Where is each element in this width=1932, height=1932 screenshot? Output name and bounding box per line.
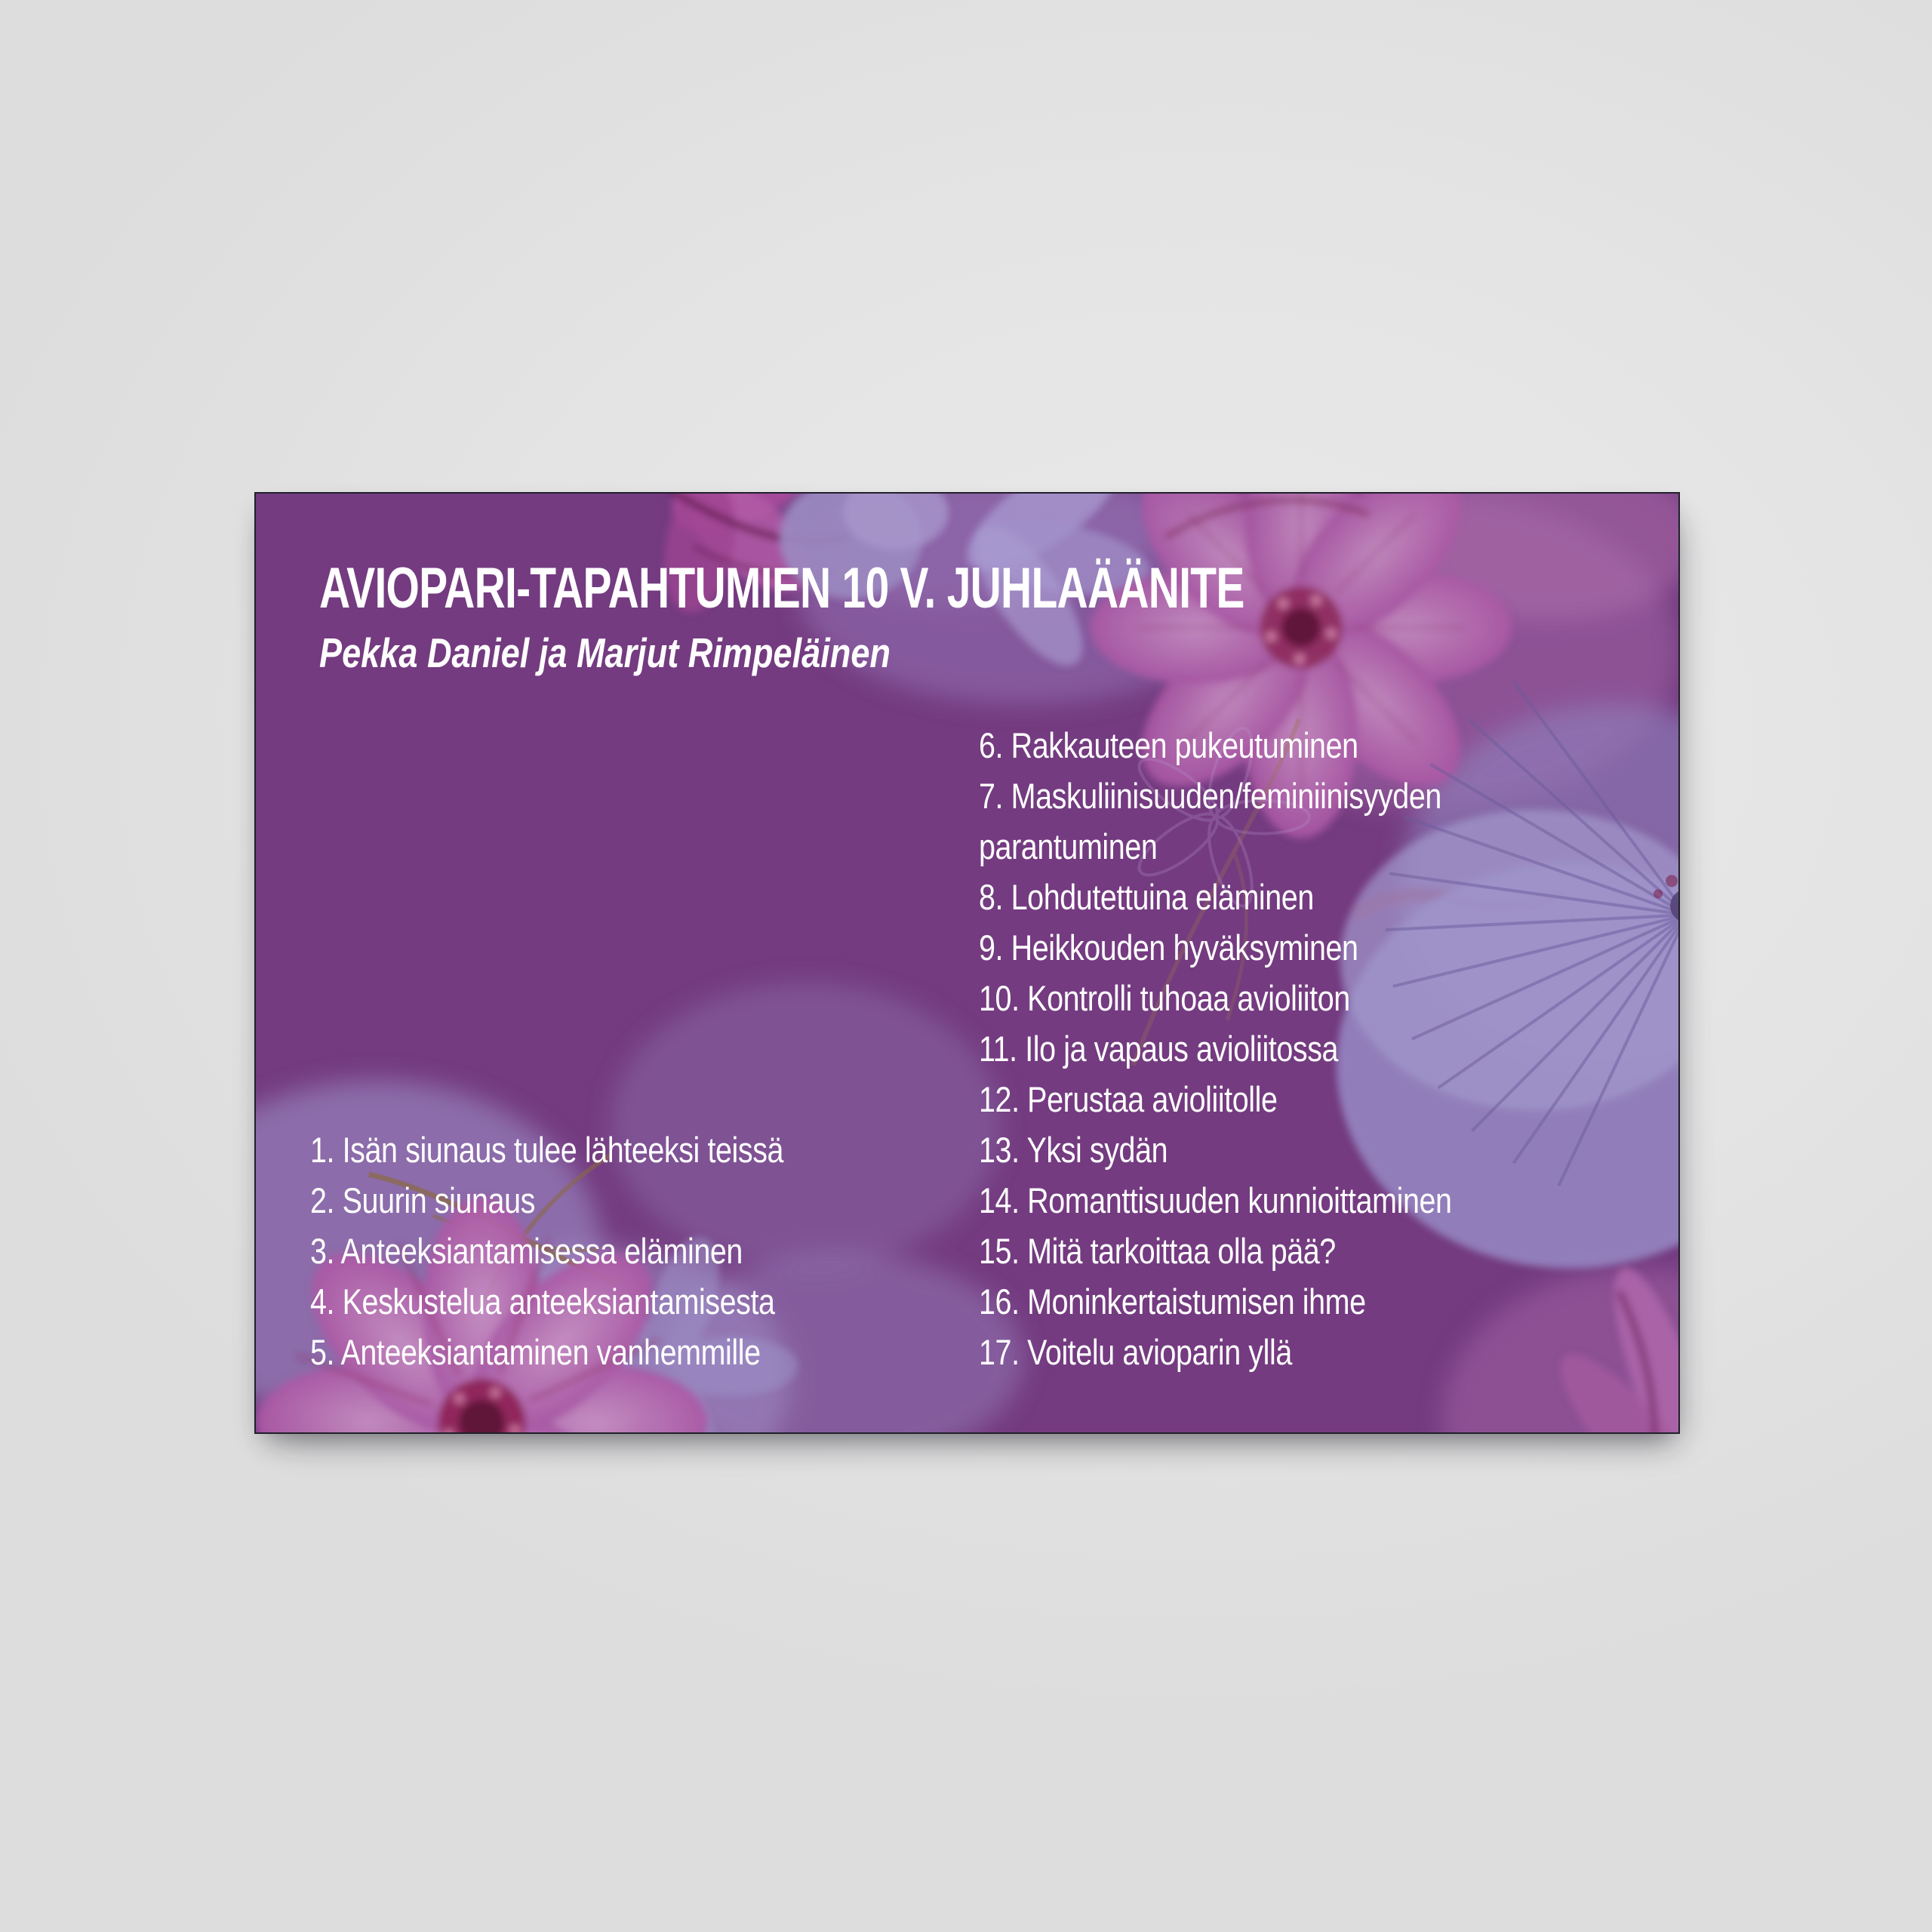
track-line: 16. Moninkertaistumisen ihme: [979, 1281, 1366, 1321]
track-line: 11. Ilo ja vapaus avioliitossa: [979, 1029, 1339, 1069]
track-line: 2. Suurin siunaus: [310, 1180, 535, 1220]
track-line: 13. Yksi sydän: [979, 1130, 1168, 1170]
track-list-right-column: [979, 720, 1542, 1377]
track-line: 9. Heikkouden hyväksyminen: [979, 928, 1358, 968]
track-line: 6. Rakkauteen pukeutuminen: [979, 725, 1358, 765]
track-line: 17. Voitelu avioparin yllä: [979, 1332, 1292, 1372]
album-title: AVIOPARI-TAPAHTUMIEN 10 V. JUHLAÄÄNITE: [319, 556, 1244, 620]
track-line: 4. Keskustelua anteeksiantamisesta: [310, 1281, 775, 1321]
track-line: 8. Lohdutettuina eläminen: [979, 877, 1314, 917]
track-line: 15. Mitä tarkoittaa olla pää?: [979, 1231, 1336, 1271]
album-artists: Pekka Daniel ja Marjut Rimpeläinen: [319, 629, 891, 676]
track-line: 14. Romanttisuuden kunnioittaminen: [979, 1180, 1452, 1220]
track-line: 5. Anteeksiantaminen vanhemmille: [310, 1332, 761, 1372]
track-line: 7. Maskuliinisuuden/feminiinisyyden: [979, 776, 1441, 816]
track-line: 12. Perustaa avioliitolle: [979, 1079, 1278, 1119]
track-list-left-column: [310, 1124, 874, 1377]
track-line: 10. Kontrolli tuhoaa avioliiton: [979, 978, 1350, 1018]
track-line: 1. Isän siunaus tulee lähteeksi teissä: [310, 1130, 784, 1170]
track-line: 3. Anteeksiantamisessa eläminen: [310, 1231, 743, 1271]
cd-tray-card: [254, 492, 1680, 1434]
track-line-wrap: parantuminen: [979, 826, 1158, 866]
